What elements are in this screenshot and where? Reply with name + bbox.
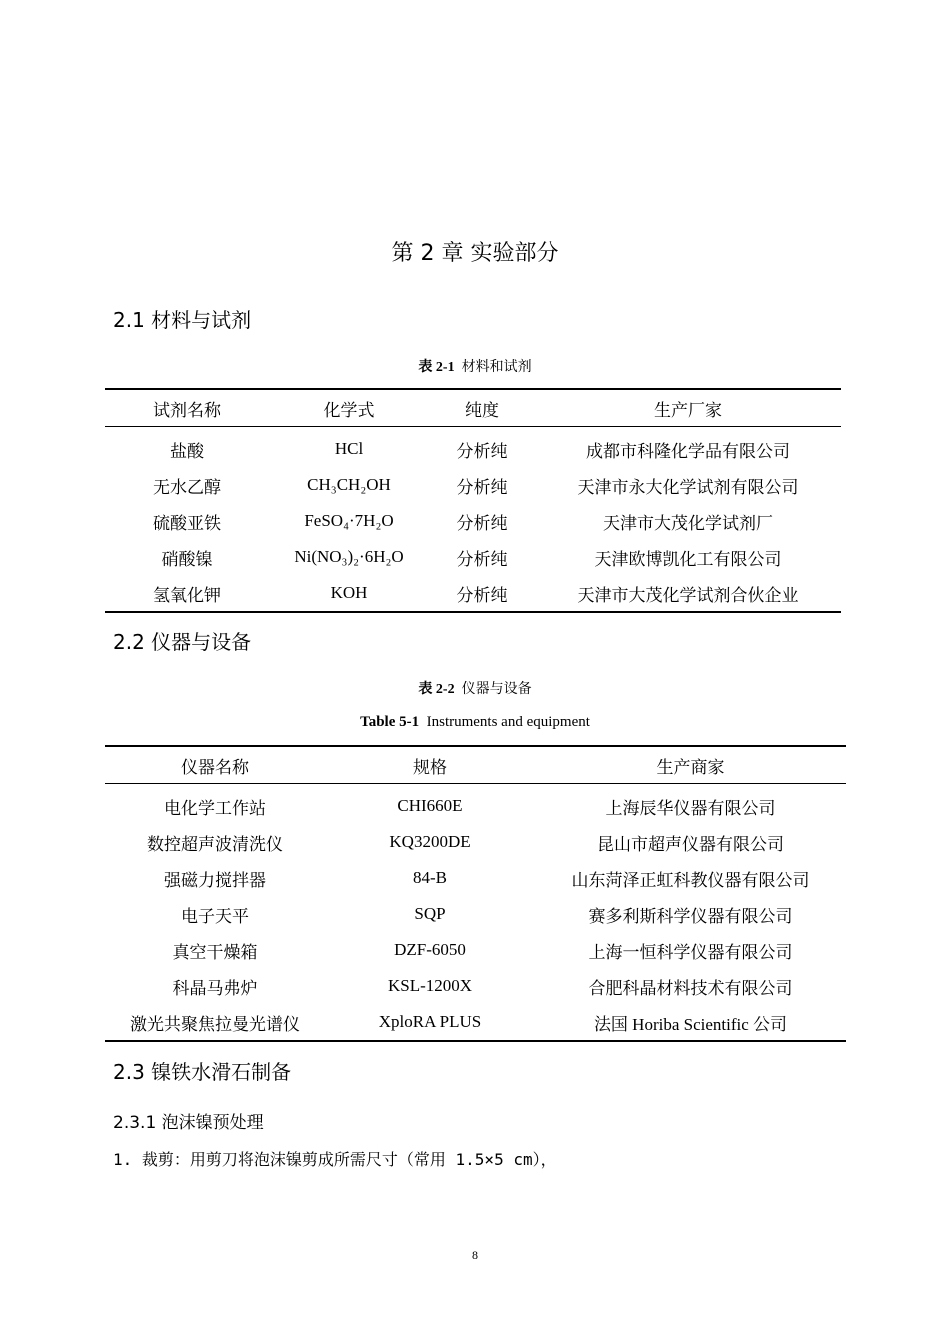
table-2-2-caption-text: 仪器与设备 <box>461 682 532 697</box>
table-cell: 激光共聚焦拉曼光谱仪 <box>105 1004 325 1041</box>
column-header: 规格 <box>325 746 535 784</box>
table-2-2-caption-en <box>0 714 950 731</box>
table-cell: Ni(NO₃)₂·6H₂O <box>294 547 404 566</box>
table-cell: 强磁力搅拌器 <box>164 870 266 890</box>
table-cell: 盐酸 <box>170 441 204 461</box>
table-2-2-caption-en-text: Instruments and equipment <box>426 714 590 730</box>
table-cell: 科晶马弗炉 <box>172 978 258 998</box>
table-cell: 84-B <box>413 868 447 887</box>
table-cell: HCl <box>334 439 364 458</box>
table-row <box>105 539 841 575</box>
column-header: 纯度 <box>429 389 535 427</box>
table-cell: 天津市永大化学试剂有限公司 <box>577 477 799 497</box>
table-header-row <box>105 746 846 784</box>
table-cell: 昆山市超声仪器有限公司 <box>597 834 784 854</box>
table-cell: SQP <box>414 904 446 923</box>
table-cell: 分析纯 <box>456 513 508 533</box>
table-cell: 分析纯 <box>429 575 535 612</box>
table-cell: 合肥科晶材料技术有限公司 <box>588 978 793 998</box>
table-cell: 硫酸亚铁 <box>153 513 221 533</box>
table-cell: 氢氧化钾 <box>105 575 269 612</box>
table-cell: 电化学工作站 <box>164 798 266 818</box>
section-heading-2-2: 2.2 仪器与设备 <box>113 630 252 654</box>
table-row <box>105 968 846 1004</box>
table-cell: 分析纯 <box>456 549 508 569</box>
table-row <box>105 860 846 896</box>
table-cell: CH₃CH₂OH <box>307 475 391 494</box>
table-2-2-caption-en-label: Table 5-1 <box>360 714 420 730</box>
table-cell: 硝酸镍 <box>161 549 213 569</box>
table-cell: 分析纯 <box>456 477 508 497</box>
table-cell: 上海一恒科学仪器有限公司 <box>588 942 793 962</box>
column-header: 仪器名称 <box>105 746 325 784</box>
table-cell: 天津欧博凯化工有限公司 <box>594 549 782 569</box>
section-heading-2-3: 2.3 镍铁水滑石制备 <box>113 1060 292 1084</box>
table-2-2-caption-label: 表 2-2 <box>418 682 455 697</box>
table-cell: 无水乙醇 <box>153 477 221 497</box>
table-cell: KOH <box>269 575 429 612</box>
chapter-title: 第 2 章 实验部分 <box>391 241 559 266</box>
table-2-1-caption-text: 材料和试剂 <box>461 360 532 375</box>
table-row <box>105 784 846 825</box>
materials-table <box>105 388 841 613</box>
table-cell: 天津市大茂化学试剂合伙企业 <box>535 575 841 612</box>
column-header: 生产商家 <box>535 746 846 784</box>
table-row <box>105 824 846 860</box>
table-cell: 电子天平 <box>181 906 249 926</box>
table-cell: 真空干燥箱 <box>172 942 258 962</box>
table-cell: 成都市科隆化学品有限公司 <box>586 441 790 461</box>
table-cell: FeSO₄·7H₂O <box>304 511 394 530</box>
paragraph-step-1: 1. 裁剪：用剪刀将泡沫镍剪成所需尺寸（常用 1.5×5 cm）， <box>113 1150 557 1169</box>
table-cell: 分析纯 <box>456 441 508 461</box>
column-header: 生产厂家 <box>535 389 841 427</box>
table-cell: 法国 Horiba Scientific 公司 <box>535 1004 846 1041</box>
section-heading-2-3-1: 2.3.1 泡沫镍预处理 <box>113 1113 264 1133</box>
table-2-1-caption-label: 表 2-1 <box>418 360 455 375</box>
column-header: 化学式 <box>269 389 429 427</box>
table-cell: 山东菏泽正虹科教仪器有限公司 <box>571 870 810 890</box>
table-row <box>105 1004 846 1041</box>
table-cell: 赛多利斯科学仪器有限公司 <box>588 906 793 926</box>
table-cell: 天津市大茂化学试剂厂 <box>603 513 773 533</box>
table-row <box>105 503 841 539</box>
table-cell: KQ3200DE <box>389 832 471 851</box>
page-number: 8 <box>472 1248 478 1262</box>
table-row <box>105 575 841 612</box>
table-row <box>105 427 841 468</box>
table-row <box>105 896 846 932</box>
instruments-table <box>105 745 846 1042</box>
table-cell: XploRA PLUS <box>325 1004 535 1041</box>
section-heading-2-1: 2.1 材料与试剂 <box>113 308 252 332</box>
table-row <box>105 932 846 968</box>
table-row <box>105 467 841 503</box>
table-cell: DZF-6050 <box>394 940 466 959</box>
table-2-1-caption <box>0 356 950 376</box>
table-cell: 上海辰华仪器有限公司 <box>605 798 776 818</box>
table-header-row <box>105 389 841 427</box>
table-cell: 数控超声波清洗仪 <box>147 834 283 854</box>
table-2-2-caption <box>0 678 950 698</box>
column-header: 试剂名称 <box>105 389 269 427</box>
table-cell: KSL-1200X <box>387 976 473 995</box>
table-cell: CHI660E <box>397 796 463 815</box>
